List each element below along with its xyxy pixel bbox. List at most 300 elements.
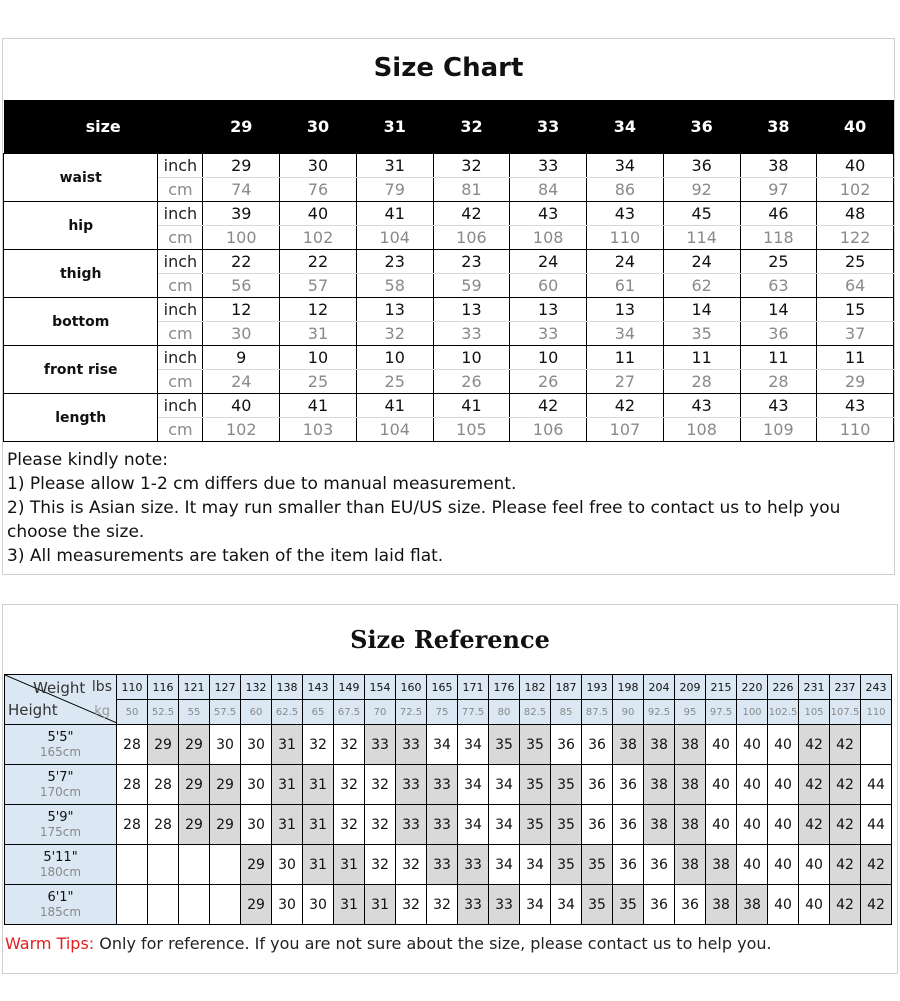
size-cell: 44 xyxy=(861,765,892,805)
size-cell: 29 xyxy=(210,765,241,805)
inch-value: 11 xyxy=(663,346,740,370)
size-cell: 32 xyxy=(365,765,396,805)
size-cell: 38 xyxy=(675,765,706,805)
kg-value: 52.5 xyxy=(148,700,179,725)
size-cell: 28 xyxy=(148,805,179,845)
kg-value: 50 xyxy=(117,700,148,725)
size-cell: 40 xyxy=(706,805,737,845)
inch-value: 32 xyxy=(433,154,510,178)
lbs-value: 154 xyxy=(365,675,396,700)
size-cell xyxy=(148,885,179,925)
lbs-value: 127 xyxy=(210,675,241,700)
note-line: 1) Please allow 1-2 cm differs due to manual measurement. xyxy=(7,474,517,494)
size-reference-title: Size Reference xyxy=(350,625,550,654)
size-col-header: 29 xyxy=(203,100,280,154)
size-chart-section xyxy=(2,38,895,575)
size-cell: 34 xyxy=(551,885,582,925)
size-cell: 29 xyxy=(241,885,272,925)
cm-value: 84 xyxy=(510,178,587,202)
cm-value: 114 xyxy=(663,226,740,250)
inch-value: 10 xyxy=(280,346,357,370)
size-cell: 42 xyxy=(799,805,830,845)
inch-value: 41 xyxy=(280,394,357,418)
cm-value: 57 xyxy=(280,274,357,298)
kg-value: 92.5 xyxy=(644,700,675,725)
inch-value: 40 xyxy=(817,154,894,178)
size-cell: 34 xyxy=(489,765,520,805)
inch-value: 43 xyxy=(740,394,817,418)
size-cell: 28 xyxy=(117,725,148,765)
cm-value: 105 xyxy=(433,418,510,442)
unit-inch: inch xyxy=(158,346,203,370)
inch-value: 24 xyxy=(510,250,587,274)
size-cell: 40 xyxy=(737,805,768,845)
size-cell: 31 xyxy=(303,805,334,845)
size-cell: 31 xyxy=(334,845,365,885)
kg-value: 90 xyxy=(613,700,644,725)
size-cell: 42 xyxy=(799,725,830,765)
inch-value: 41 xyxy=(433,394,510,418)
cm-value: 106 xyxy=(433,226,510,250)
height-ft: 5'7" xyxy=(47,769,74,785)
size-cell: 30 xyxy=(241,805,272,845)
measure-name: waist xyxy=(4,154,158,202)
inch-value: 23 xyxy=(356,250,433,274)
inch-value: 36 xyxy=(663,154,740,178)
lbs-value: 116 xyxy=(148,675,179,700)
size-cell xyxy=(210,845,241,885)
kg-value: 60 xyxy=(241,700,272,725)
size-cell: 31 xyxy=(272,725,303,765)
size-cell: 38 xyxy=(675,805,706,845)
size-cell: 35 xyxy=(489,725,520,765)
size-cell: 42 xyxy=(830,765,861,805)
cm-value: 33 xyxy=(510,322,587,346)
height-cm: 175cm xyxy=(39,824,82,839)
kg-value: 102.5 xyxy=(768,700,799,725)
size-cell: 34 xyxy=(458,805,489,845)
size-cell: 34 xyxy=(489,845,520,885)
size-cell: 40 xyxy=(799,885,830,925)
size-cell: 31 xyxy=(272,765,303,805)
size-cell: 38 xyxy=(644,725,675,765)
inch-value: 13 xyxy=(510,298,587,322)
measure-row-inch xyxy=(4,154,894,178)
size-cell: 40 xyxy=(768,765,799,805)
warm-tips-text: Only for reference. If you are not sure about the size, please contact us to help you. xyxy=(94,934,772,953)
size-cell: 33 xyxy=(489,885,520,925)
inch-value: 29 xyxy=(203,154,280,178)
size-cell: 36 xyxy=(613,805,644,845)
inch-value: 40 xyxy=(203,394,280,418)
cm-value: 81 xyxy=(433,178,510,202)
height-row xyxy=(5,885,892,925)
kg-value: 105 xyxy=(799,700,830,725)
lbs-value: 138 xyxy=(272,675,303,700)
size-cell: 36 xyxy=(644,845,675,885)
cm-value: 25 xyxy=(356,370,433,394)
note-line: Please kindly note: xyxy=(7,450,168,470)
lbs-value: 198 xyxy=(613,675,644,700)
size-cell: 34 xyxy=(489,805,520,845)
cm-value: 29 xyxy=(817,370,894,394)
size-cell: 30 xyxy=(272,845,303,885)
cm-value: 108 xyxy=(510,226,587,250)
size-cell: 36 xyxy=(613,765,644,805)
size-cell: 40 xyxy=(768,725,799,765)
size-cell: 42 xyxy=(861,845,892,885)
size-cell: 33 xyxy=(396,765,427,805)
lbs-value: 149 xyxy=(334,675,365,700)
size-cell: 32 xyxy=(334,725,365,765)
size-cell: 33 xyxy=(458,885,489,925)
lbs-value: 231 xyxy=(799,675,830,700)
height-cm: 180cm xyxy=(39,864,82,879)
size-cell: 42 xyxy=(861,885,892,925)
size-cell: 34 xyxy=(458,765,489,805)
measure-row-inch xyxy=(4,202,894,226)
cm-value: 28 xyxy=(663,370,740,394)
size-cell xyxy=(117,885,148,925)
height-row xyxy=(5,845,892,885)
cm-value: 34 xyxy=(587,322,664,346)
size-cell: 31 xyxy=(303,845,334,885)
unit-cm: cm xyxy=(158,418,203,442)
lbs-value: 160 xyxy=(396,675,427,700)
size-cell: 33 xyxy=(396,725,427,765)
inch-value: 10 xyxy=(433,346,510,370)
height-cm: 170cm xyxy=(39,784,82,799)
cm-value: 118 xyxy=(740,226,817,250)
size-cell: 30 xyxy=(303,885,334,925)
cm-value: 102 xyxy=(817,178,894,202)
size-cell: 33 xyxy=(396,805,427,845)
lbs-value: 165 xyxy=(427,675,458,700)
cm-value: 26 xyxy=(433,370,510,394)
size-cell: 42 xyxy=(830,725,861,765)
inch-value: 45 xyxy=(663,202,740,226)
kg-label: kg xyxy=(94,704,110,719)
kg-value: 62.5 xyxy=(272,700,303,725)
size-cell: 36 xyxy=(675,885,706,925)
cm-value: 27 xyxy=(587,370,664,394)
kg-value: 87.5 xyxy=(582,700,613,725)
kg-value: 97.5 xyxy=(706,700,737,725)
inch-value: 9 xyxy=(203,346,280,370)
unit-inch: inch xyxy=(158,154,203,178)
inch-value: 43 xyxy=(817,394,894,418)
size-cell: 40 xyxy=(737,845,768,885)
size-cell: 38 xyxy=(737,885,768,925)
height-row xyxy=(5,725,892,765)
size-cell: 33 xyxy=(427,805,458,845)
inch-value: 43 xyxy=(663,394,740,418)
cm-value: 56 xyxy=(203,274,280,298)
size-cell xyxy=(210,885,241,925)
size-cell: 36 xyxy=(613,845,644,885)
lbs-value: 215 xyxy=(706,675,737,700)
inch-value: 42 xyxy=(433,202,510,226)
kg-value: 82.5 xyxy=(520,700,551,725)
kg-value: 95 xyxy=(675,700,706,725)
inch-value: 12 xyxy=(280,298,357,322)
size-header-row xyxy=(4,100,894,154)
cm-value: 106 xyxy=(510,418,587,442)
measure-name: thigh xyxy=(4,250,158,298)
size-reference-table xyxy=(4,674,892,925)
inch-value: 41 xyxy=(356,394,433,418)
cm-value: 103 xyxy=(280,418,357,442)
measure-row-inch xyxy=(4,298,894,322)
lbs-value: 110 xyxy=(117,675,148,700)
size-cell: 36 xyxy=(644,885,675,925)
lbs-value: 132 xyxy=(241,675,272,700)
weight-height-corner xyxy=(5,675,117,725)
size-cell: 31 xyxy=(334,885,365,925)
inch-value: 38 xyxy=(740,154,817,178)
unit-cm: cm xyxy=(158,274,203,298)
inch-value: 24 xyxy=(663,250,740,274)
size-cell: 42 xyxy=(830,885,861,925)
unit-inch: inch xyxy=(158,202,203,226)
cm-value: 110 xyxy=(817,418,894,442)
size-cell: 34 xyxy=(427,725,458,765)
size-cell: 42 xyxy=(799,765,830,805)
size-cell: 29 xyxy=(148,725,179,765)
cm-value: 33 xyxy=(433,322,510,346)
size-cell: 40 xyxy=(799,845,830,885)
lbs-value: 193 xyxy=(582,675,613,700)
lbs-value: 243 xyxy=(861,675,892,700)
lbs-value: 143 xyxy=(303,675,334,700)
unit-inch: inch xyxy=(158,250,203,274)
size-cell: 36 xyxy=(582,725,613,765)
inch-value: 11 xyxy=(587,346,664,370)
inch-value: 10 xyxy=(510,346,587,370)
inch-value: 11 xyxy=(740,346,817,370)
height-ft: 5'11" xyxy=(43,849,78,865)
size-cell: 28 xyxy=(148,765,179,805)
cm-value: 109 xyxy=(740,418,817,442)
size-cell: 35 xyxy=(582,845,613,885)
cm-value: 25 xyxy=(280,370,357,394)
kg-value: 85 xyxy=(551,700,582,725)
size-cell: 38 xyxy=(706,845,737,885)
unit-cm: cm xyxy=(158,226,203,250)
size-cell: 28 xyxy=(117,765,148,805)
inch-value: 43 xyxy=(510,202,587,226)
size-cell: 42 xyxy=(830,845,861,885)
cm-value: 26 xyxy=(510,370,587,394)
inch-value: 31 xyxy=(356,154,433,178)
cm-value: 102 xyxy=(280,226,357,250)
unit-inch: inch xyxy=(158,298,203,322)
note-line: 3) All measurements are taken of the item laid flat. xyxy=(7,546,444,566)
cm-value: 63 xyxy=(740,274,817,298)
cm-value: 76 xyxy=(280,178,357,202)
warm-tips xyxy=(5,934,772,953)
cm-value: 79 xyxy=(356,178,433,202)
cm-value: 36 xyxy=(740,322,817,346)
lbs-value: 121 xyxy=(179,675,210,700)
size-cell: 35 xyxy=(551,845,582,885)
kg-value: 55 xyxy=(179,700,210,725)
size-cell: 35 xyxy=(520,805,551,845)
size-cell: 35 xyxy=(551,765,582,805)
size-reference-section xyxy=(2,604,898,974)
lbs-value: 187 xyxy=(551,675,582,700)
height-row xyxy=(5,765,892,805)
kg-row xyxy=(5,700,892,725)
weight-label: Weight xyxy=(33,679,86,697)
height-cell xyxy=(5,765,117,805)
inch-value: 33 xyxy=(510,154,587,178)
height-cell xyxy=(5,725,117,765)
cm-value: 37 xyxy=(817,322,894,346)
measure-name: front rise xyxy=(4,346,158,394)
size-cell: 38 xyxy=(675,845,706,885)
cm-value: 104 xyxy=(356,418,433,442)
size-cell: 29 xyxy=(179,725,210,765)
kg-value: 70 xyxy=(365,700,396,725)
kg-value: 65 xyxy=(303,700,334,725)
measure-name: length xyxy=(4,394,158,442)
size-cell: 36 xyxy=(551,725,582,765)
size-cell: 29 xyxy=(241,845,272,885)
cm-value: 86 xyxy=(587,178,664,202)
cm-value: 24 xyxy=(203,370,280,394)
unit-inch: inch xyxy=(158,394,203,418)
size-cell: 38 xyxy=(644,805,675,845)
lbs-value: 237 xyxy=(830,675,861,700)
inch-value: 30 xyxy=(280,154,357,178)
inch-value: 23 xyxy=(433,250,510,274)
lbs-value: 226 xyxy=(768,675,799,700)
lbs-value: 204 xyxy=(644,675,675,700)
inch-value: 42 xyxy=(587,394,664,418)
inch-value: 24 xyxy=(587,250,664,274)
kg-value: 100 xyxy=(737,700,768,725)
size-cell: 35 xyxy=(551,805,582,845)
cm-value: 61 xyxy=(587,274,664,298)
size-cell xyxy=(117,845,148,885)
cm-value: 107 xyxy=(587,418,664,442)
size-cell xyxy=(179,885,210,925)
cm-value: 64 xyxy=(817,274,894,298)
height-label: Height xyxy=(8,701,58,719)
size-cell: 42 xyxy=(830,805,861,845)
kg-value: 72.5 xyxy=(396,700,427,725)
inch-value: 10 xyxy=(356,346,433,370)
size-cell: 32 xyxy=(334,805,365,845)
size-cell: 30 xyxy=(241,725,272,765)
height-ft: 5'5" xyxy=(47,729,74,745)
size-cell: 34 xyxy=(520,845,551,885)
size-cell: 35 xyxy=(520,765,551,805)
size-chart-title: Size Chart xyxy=(373,53,524,83)
size-cell: 40 xyxy=(737,725,768,765)
inch-value: 42 xyxy=(510,394,587,418)
lbs-value: 171 xyxy=(458,675,489,700)
cm-value: 108 xyxy=(663,418,740,442)
cm-value: 28 xyxy=(740,370,817,394)
unit-cm: cm xyxy=(158,178,203,202)
warm-tips-label: Warm Tips: xyxy=(5,934,95,953)
size-cell: 32 xyxy=(396,885,427,925)
size-cell: 32 xyxy=(396,845,427,885)
inch-value: 41 xyxy=(356,202,433,226)
size-cell: 40 xyxy=(768,885,799,925)
inch-value: 13 xyxy=(433,298,510,322)
size-cell: 40 xyxy=(706,765,737,805)
kg-value: 107.5 xyxy=(830,700,861,725)
size-cell: 29 xyxy=(179,805,210,845)
size-cell: 29 xyxy=(210,805,241,845)
measure-name: bottom xyxy=(4,298,158,346)
height-cell xyxy=(5,805,117,845)
height-cell xyxy=(5,885,117,925)
inch-value: 13 xyxy=(356,298,433,322)
cm-value: 58 xyxy=(356,274,433,298)
size-cell: 38 xyxy=(706,885,737,925)
height-row xyxy=(5,805,892,845)
size-cell: 28 xyxy=(117,805,148,845)
inch-value: 22 xyxy=(280,250,357,274)
lbs-value: 220 xyxy=(737,675,768,700)
size-cell: 38 xyxy=(644,765,675,805)
inch-value: 11 xyxy=(817,346,894,370)
height-ft: 6'1" xyxy=(47,889,74,905)
cm-value: 97 xyxy=(740,178,817,202)
kg-value: 75 xyxy=(427,700,458,725)
inch-value: 12 xyxy=(203,298,280,322)
size-cell: 40 xyxy=(768,805,799,845)
size-col-header: 31 xyxy=(356,100,433,154)
size-cell: 31 xyxy=(272,805,303,845)
size-col-header: 36 xyxy=(663,100,740,154)
measure-row-inch xyxy=(4,394,894,418)
inch-value: 14 xyxy=(740,298,817,322)
size-cell: 33 xyxy=(427,765,458,805)
size-col-header: 32 xyxy=(433,100,510,154)
size-cell: 30 xyxy=(241,765,272,805)
notes xyxy=(7,448,887,568)
unit-cm: cm xyxy=(158,322,203,346)
height-cm: 185cm xyxy=(39,904,82,919)
size-cell: 36 xyxy=(582,765,613,805)
height-cell xyxy=(5,845,117,885)
cm-value: 62 xyxy=(663,274,740,298)
size-cell: 32 xyxy=(365,845,396,885)
size-cell: 40 xyxy=(768,845,799,885)
cm-value: 30 xyxy=(203,322,280,346)
measure-row-inch xyxy=(4,250,894,274)
cm-value: 59 xyxy=(433,274,510,298)
inch-value: 13 xyxy=(587,298,664,322)
lbs-label: lbs xyxy=(91,679,112,695)
kg-value: 57.5 xyxy=(210,700,241,725)
cm-value: 74 xyxy=(203,178,280,202)
size-cell: 32 xyxy=(365,805,396,845)
size-col-header: 34 xyxy=(587,100,664,154)
size-cell: 32 xyxy=(303,725,334,765)
cm-value: 32 xyxy=(356,322,433,346)
note-line: 2) This is Asian size. It may run smaller than EU/US size. Please feel free to contact us to help you choose the size. xyxy=(7,498,841,542)
inch-value: 40 xyxy=(280,202,357,226)
inch-value: 14 xyxy=(663,298,740,322)
kg-value: 77.5 xyxy=(458,700,489,725)
size-cell: 31 xyxy=(303,765,334,805)
